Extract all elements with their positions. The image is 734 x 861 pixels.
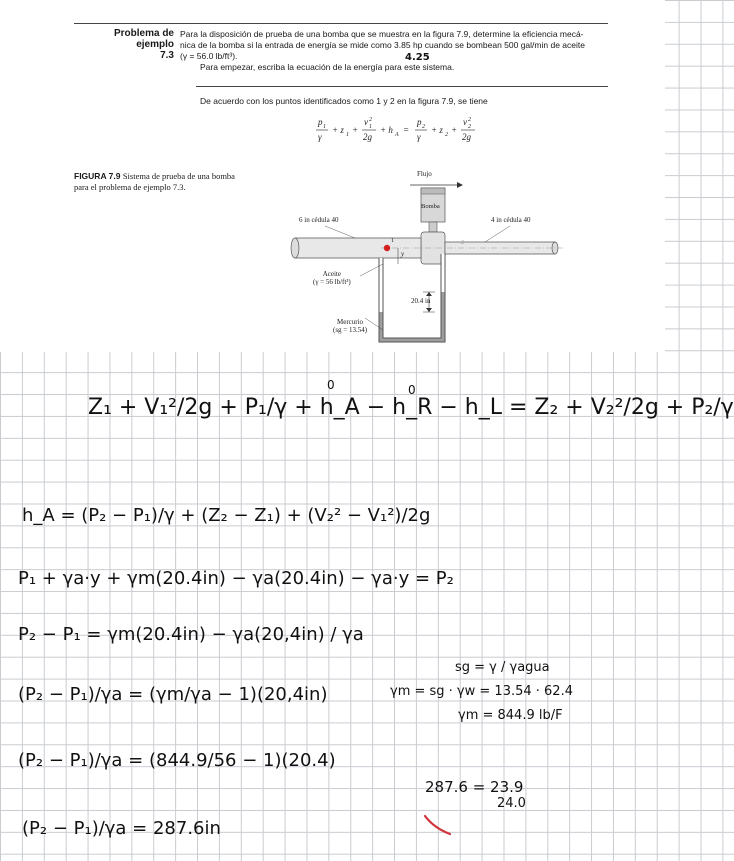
note-substitution: (P₂ − P₁)/γa = (844.9/56 − 1)(20.4): [18, 750, 336, 771]
point1-label: 1: [391, 238, 394, 244]
point2-label: 2: [461, 240, 464, 246]
svg-text:1: 1: [369, 124, 372, 130]
note-energy-equation: Z₁ + V₁²/2g + P₁/γ + h_A − h_R − h_L = Z₂ + V₂²/2g + P₂/γ: [88, 395, 734, 420]
svg-text:2g: 2g: [462, 132, 471, 142]
svg-text:+ h: + h: [380, 125, 393, 135]
svg-text:2: 2: [468, 117, 471, 123]
right-pipe-label: 4 in cédula 40: [491, 216, 531, 224]
handwritten-correction: 4.25: [405, 52, 430, 63]
svg-text:p: p: [318, 117, 323, 127]
note-gamma-m-result: γm = 844.9 lb/F: [458, 708, 563, 723]
note-zero-mark-2: 0: [408, 383, 416, 397]
note-result: (P₂ − P₁)/γa = 287.6in: [22, 818, 221, 839]
y-label: y: [401, 250, 405, 258]
svg-text:2: 2: [468, 124, 471, 130]
note-pressure-difference: P₂ − P₁ = γm(20.4in) − γa(20,4in) / γa: [18, 624, 364, 645]
figure-caption-line2: para el problema de ejemplo 7.3.: [74, 182, 186, 192]
problem-statement: [180, 29, 610, 73]
svg-text:+: +: [352, 125, 359, 135]
textbook-excerpt: [0, 0, 665, 352]
svg-text:γ: γ: [318, 132, 322, 142]
solution-intro: De acuerdo con los puntos identificados como 1 y 2 en la figura 7.9, se tiene: [200, 96, 488, 106]
svg-text:=: =: [403, 125, 410, 135]
check-mark-icon: [420, 808, 480, 838]
note-ha-equation: h_A = (P₂ − P₁)/γ + (Z₂ − Z₁) + (V₂² − V₁²)/2g: [22, 505, 431, 526]
svg-text:1: 1: [346, 132, 349, 138]
oil-label-line2: (γ = 56 lb/ft³): [313, 278, 351, 286]
svg-text:+: +: [451, 125, 458, 135]
mercury-label-line2: (sg = 13.54): [333, 326, 368, 334]
note-gamma-m-calc: γm = sg · γw = 13.54 · 62.4: [390, 684, 573, 699]
problem-label-title: Problema de ejemplo: [113, 28, 174, 50]
svg-text:p: p: [417, 117, 422, 127]
svg-text:2: 2: [422, 124, 425, 130]
pump-figure: [285, 168, 565, 350]
svg-text:A: A: [395, 132, 399, 138]
svg-text:v: v: [463, 117, 467, 127]
problem-prompt: Para empezar, escriba la ecuación de la energía para este sistema.: [200, 62, 455, 72]
left-pipe-label: 6 in cédula 40: [299, 216, 339, 224]
svg-text:γ: γ: [417, 132, 421, 142]
mercury-label-line1: Mercurio: [337, 318, 364, 326]
dimension-label: 20.4 in: [411, 297, 431, 305]
oil-label: [313, 270, 351, 286]
svg-text:v: v: [364, 117, 368, 127]
mercury-label: [333, 318, 367, 334]
note-side-calc-2: 24.0: [497, 796, 526, 811]
svg-text:+ z: + z: [431, 125, 443, 135]
note-ratio-equation: (P₂ − P₁)/γa = (γm/γa − 1)(20,4in): [18, 684, 328, 705]
pump-label: Bomba: [421, 203, 440, 210]
svg-text:+ z: + z: [332, 125, 344, 135]
problem-text-line3: (γ = 56.0 lb/ft³).: [180, 51, 238, 61]
svg-text:2: 2: [369, 117, 372, 123]
pump-diagram: [285, 168, 565, 350]
problem-label-number: 7.3: [160, 50, 174, 61]
note-zero-mark-1: 0: [327, 378, 335, 392]
svg-text:2g: 2g: [363, 132, 372, 142]
svg-text:2: 2: [445, 132, 448, 138]
oil-label-line1: Aceite: [322, 270, 341, 278]
problem-text-line2: nica de la bomba si la entrada de energía se mide como 3.85 hp cuando se bombean 500 gal/min de aceite: [180, 40, 585, 50]
svg-text:1: 1: [323, 124, 326, 130]
top-rule: [74, 23, 608, 24]
problem-label: [74, 28, 174, 61]
figure-caption: [74, 171, 274, 193]
problem-text-line1: Para la disposición de prueba de una bomba que se muestra en la figura 7.9, determine la eficiencia mecá-: [180, 29, 584, 39]
solution-rule: [196, 86, 608, 87]
energy-equation: [300, 112, 500, 148]
flow-label: Flujo: [417, 170, 432, 178]
note-sg-definition: sg = γ / γagua: [455, 660, 550, 675]
note-side-calc: 287.6 = 23.9: [425, 778, 524, 796]
note-manometer-equation: P₁ + γa·y + γm(20.4in) − γa(20.4in) − γa·y = P₂: [18, 568, 454, 589]
figure-caption-line1: Sistema de prueba de una bomba: [122, 171, 235, 181]
figure-number: FIGURA 7.9: [74, 171, 121, 181]
